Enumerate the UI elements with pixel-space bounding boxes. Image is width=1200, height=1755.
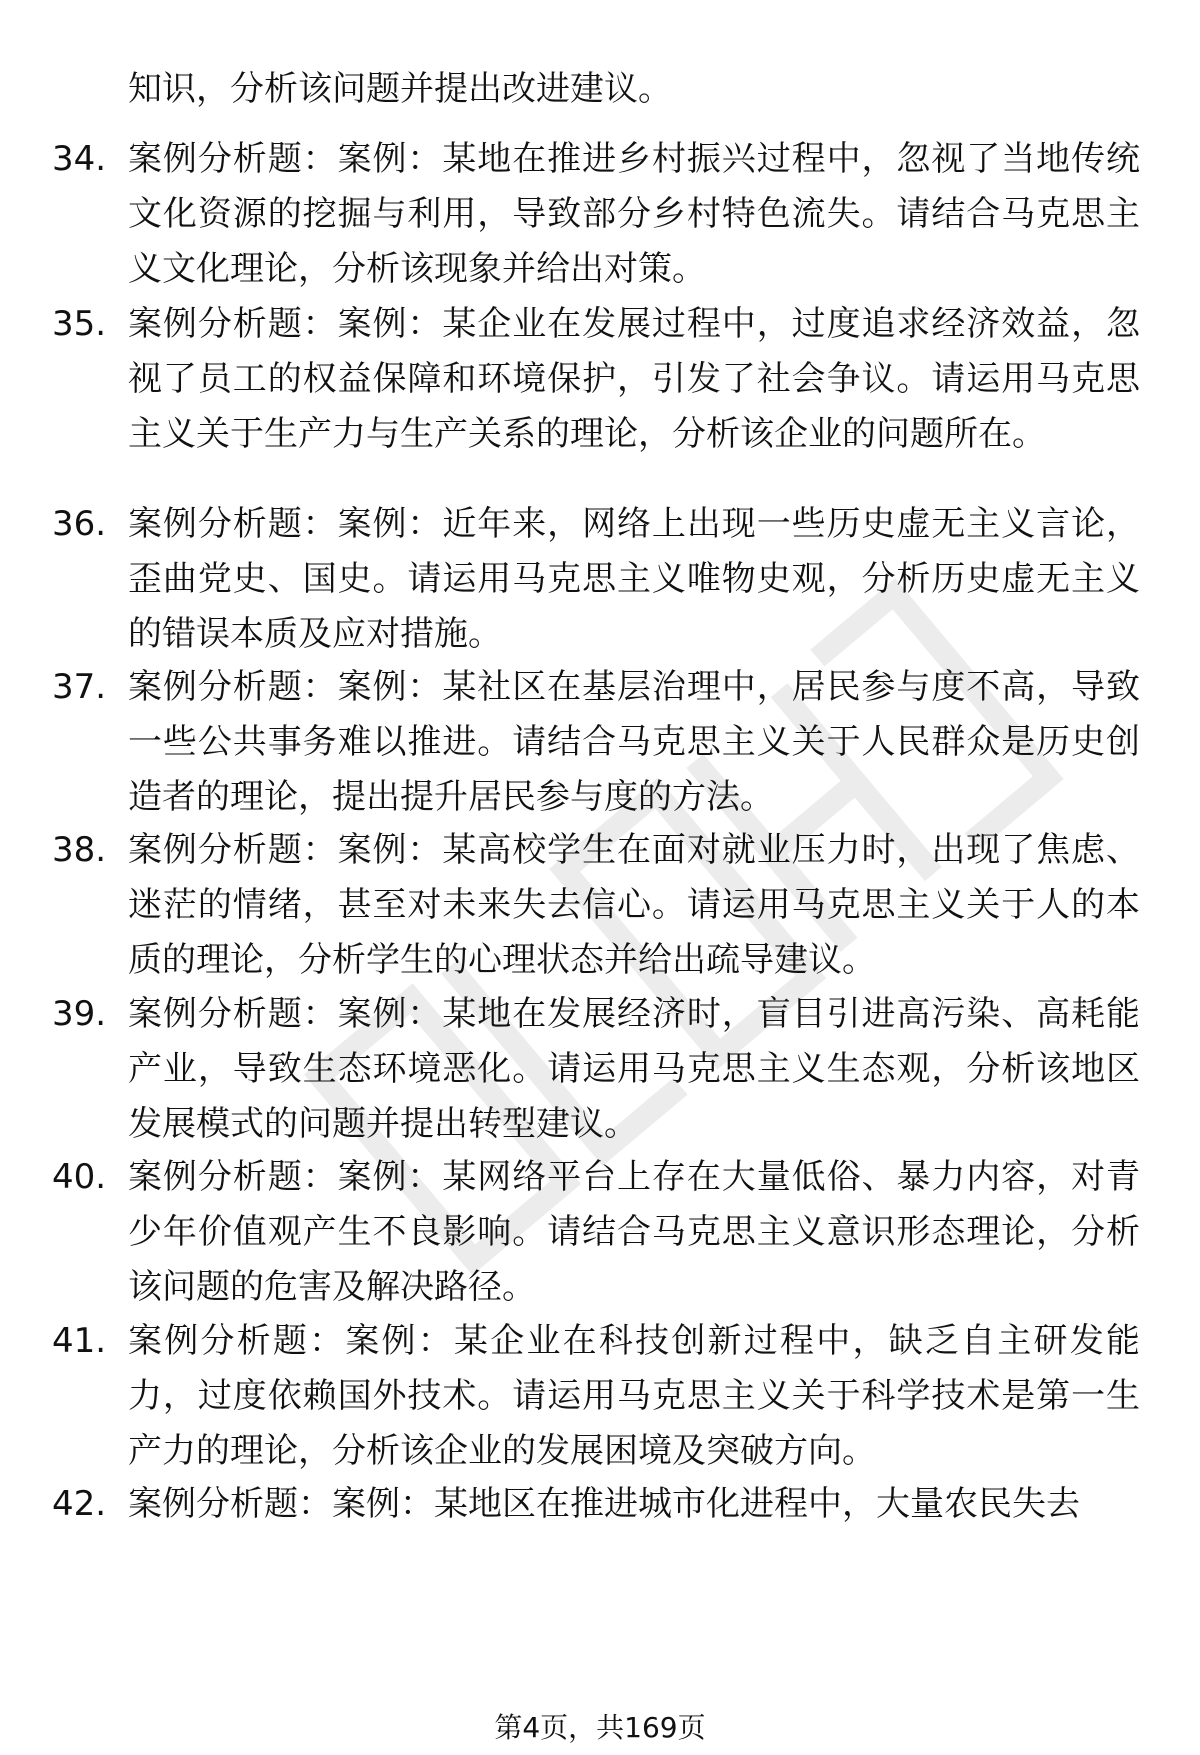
question-text: 案例分析题：案例：某企业在发展过程中，过度追求经济效益，忽视了员工的权益保障和环境保护，引发了社会争议。请运用马克思主义关于生产力与生产关系的理论，分析该企业的问题所在。 — [128, 304, 1140, 454]
question-number: 40. — [52, 1157, 107, 1197]
question-number: 34. — [52, 139, 107, 179]
question-number: 37. — [52, 667, 107, 707]
question-text: 案例分析题：案例：某地在发展经济时，盲目引进高污染、高耗能产业，导致生态环境恶化。请运用马克思主义生态观，分析该地区发展模式的问题并提出转型建议。 — [128, 994, 1140, 1144]
page-footer: 第4页，共169页 — [494, 1711, 706, 1744]
question-text: 案例分析题：案例：某社区在基层治理中，居民参与度不高，导致一些公共事务难以推进。请结合马克思主义关于人民群众是历史创造者的理论，提出提升居民参与度的方法。 — [128, 667, 1140, 817]
question-text: 案例分析题：案例：某网络平台上存在大量低俗、暴力内容，对青少年价值观产生不良影响。请结合马克思主义意识形态理论，分析该问题的危害及解决路径。 — [128, 1157, 1140, 1307]
question-number: 41. — [52, 1321, 107, 1361]
question-number: 36. — [52, 504, 107, 544]
question-text: 案例分析题：案例：某地在推进乡村振兴过程中，忽视了当地传统文化资源的挖掘与利用，导致部分乡村特色流失。请结合马克思主义文化理论，分析该现象并给出对策。 — [128, 139, 1140, 289]
question-text: 案例分析题：案例：某企业在科技创新过程中，缺乏自主研发能力，过度依赖国外技术。请运用马克思主义关于科学技术是第一生产力的理论，分析该企业的发展困境及突破方向。 — [128, 1321, 1140, 1471]
question-text: 案例分析题：案例：近年来，网络上出现一些历史虚无主义言论，歪曲党史、国史。请运用马克思主义唯物史观，分析历史虚无主义的错误本质及应对措施。 — [128, 504, 1140, 654]
question-number: 42. — [52, 1484, 107, 1524]
intro-continuation-text: 知识，分析该问题并提出改进建议。 — [128, 69, 672, 109]
question-number: 35. — [52, 304, 107, 344]
question-number: 39. — [52, 994, 107, 1034]
question-number: 38. — [52, 830, 107, 870]
question-text: 案例分析题：案例：某地区在推进城市化进程中，大量农民失去 — [128, 1484, 1080, 1524]
question-text: 案例分析题：案例：某高校学生在面对就业压力时，出现了焦虑、迷茫的情绪，甚至对未来失去信心。请运用马克思主义关于人的本质的理论，分析学生的心理状态并给出疏导建议。 — [128, 830, 1140, 980]
